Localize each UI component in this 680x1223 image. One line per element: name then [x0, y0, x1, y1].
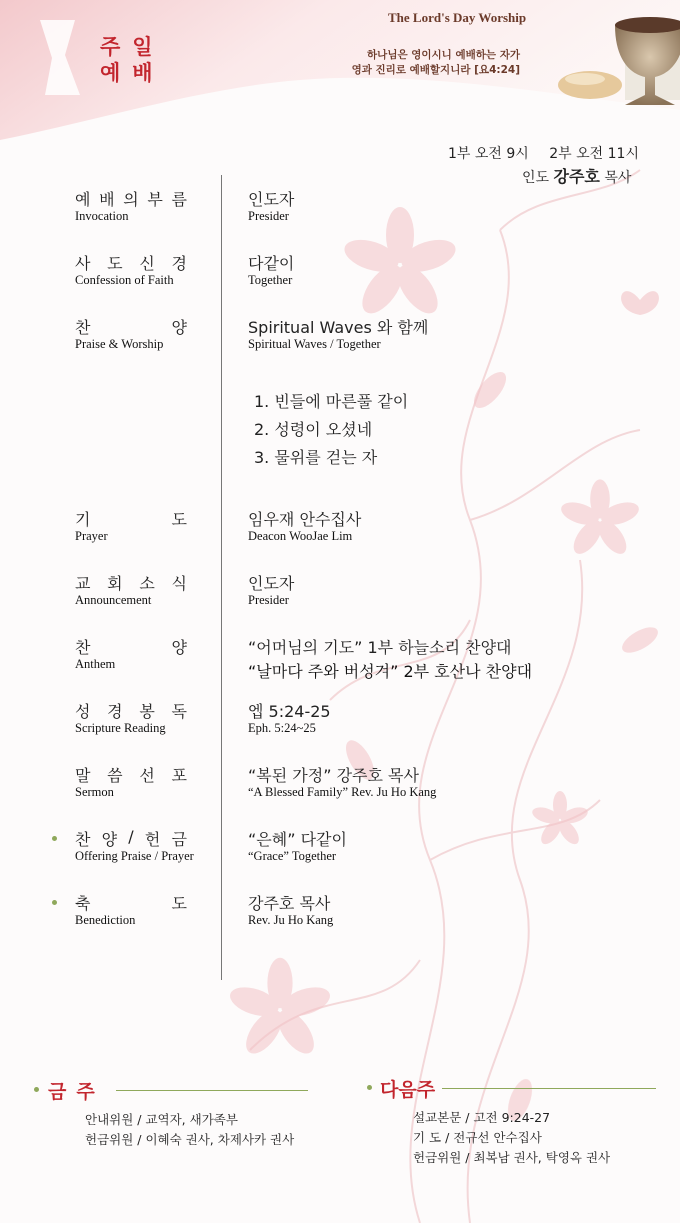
order-label-korean [75, 827, 187, 850]
order-content: 인도자 [248, 190, 295, 209]
order-label-char: 봉 [139, 702, 155, 721]
order-label-char: 도 [171, 894, 187, 913]
order-content-english: “A Blessed Family” Rev. Ju Ho Kang [248, 785, 437, 799]
order-label-korean [75, 699, 187, 722]
order-label-char: 찬 [75, 638, 91, 657]
order-label-char: 기 [75, 510, 91, 529]
order-label-char: 씀 [107, 766, 123, 785]
order-label-char: 예 [75, 190, 91, 209]
order-content: 엡 5:24-25 [248, 702, 331, 721]
order-label-char: 신 [139, 254, 155, 273]
next-week-bullet [367, 1085, 372, 1090]
order-label-char: 의 [123, 190, 139, 209]
page-title: 주일 예배 [100, 35, 165, 85]
order-label-korean [75, 571, 187, 594]
order-label-english: Scripture Reading [75, 721, 166, 735]
this-week-bullet [34, 1087, 39, 1092]
order-label-english: Benediction [75, 913, 136, 927]
order-content: 다같이 [248, 254, 295, 273]
order-label-english: Announcement [75, 593, 152, 607]
order-content-english: Presider [248, 593, 289, 607]
order-label-char: 찬 [75, 318, 91, 337]
order-label-char: 축 [75, 894, 91, 913]
order-row [0, 635, 680, 695]
service-times: 1부 오전 9시 2부 오전 11시 [448, 146, 639, 162]
order-label-char: 교 [75, 574, 91, 593]
order-content: “복된 가정” 강주호 목사 [248, 766, 419, 785]
order-label-english: Offering Praise / Prayer [75, 849, 194, 863]
english-title: The Lord's Day Worship [388, 10, 527, 25]
order-label-korean [75, 507, 187, 530]
order-content-english: Spiritual Waves / Together [248, 337, 381, 351]
order-row [0, 827, 680, 887]
order-content-english: Presider [248, 209, 289, 223]
order-label-korean [75, 187, 187, 210]
order-label-char: 양 [171, 318, 187, 337]
order-label-english: Anthem [75, 657, 116, 671]
hymn-item: 3. 물위를 걷는 자 [254, 448, 378, 467]
next-week-title: 다음주 [380, 1079, 436, 1101]
order-label-char: 사 [75, 254, 91, 273]
order-row [0, 891, 680, 951]
order-label-english: Prayer [75, 529, 108, 543]
order-label-char: 선 [139, 766, 155, 785]
scripture-verse: 하나님은 영이시니 예배하는 자가 영과 진리로 예배할지니라 [요4:24] [351, 49, 520, 76]
order-label-char: 경 [107, 702, 123, 721]
order-label-english: Sermon [75, 785, 114, 799]
order-label-english: Confession of Faith [75, 273, 174, 287]
order-label-char: 성 [75, 702, 91, 721]
order-content-english: “Grace” Together [248, 849, 337, 863]
order-label-korean [75, 635, 187, 658]
order-label-char: 경 [171, 254, 187, 273]
order-row [0, 315, 680, 375]
order-label-char: 헌 [144, 830, 161, 849]
order-label-char: 도 [171, 510, 187, 529]
hymn-list [254, 388, 408, 472]
order-content: “은혜” 다같이 [248, 830, 347, 849]
order-row [0, 699, 680, 759]
order-content: 인도자 [248, 574, 295, 593]
bullet-dot [52, 836, 57, 841]
order-label-korean [75, 315, 187, 338]
order-row [0, 571, 680, 631]
bullet-dot [52, 900, 57, 905]
order-row [0, 251, 680, 311]
order-label-korean [75, 251, 187, 274]
column-divider [221, 175, 222, 980]
order-content: 강주호 목사 [248, 894, 331, 913]
order-label-char: 찬 [75, 830, 91, 849]
order-label-char: 식 [171, 574, 187, 593]
order-row [0, 763, 680, 823]
this-week-rule [116, 1090, 308, 1091]
order-label-char: 회 [107, 574, 123, 593]
order-content-english: Rev. Ju Ho Kang [248, 913, 334, 927]
order-label-char: 포 [171, 766, 187, 785]
order-label-char: 도 [107, 254, 123, 273]
order-label-char: 소 [139, 574, 155, 593]
this-week-details: 안내위원 / 교역자, 새가족부 헌금위원 / 이혜숙 권사, 차제사카 권사 [85, 1112, 295, 1147]
order-row [0, 187, 680, 247]
order-content-english: Together [248, 273, 293, 287]
order-content: 임우재 안수집사 [248, 510, 362, 529]
order-label-english: Invocation [75, 209, 129, 223]
order-label-korean [75, 891, 187, 914]
order-label-char: 금 [171, 830, 187, 849]
order-label-char: 양 [171, 638, 187, 657]
order-label-korean [75, 763, 187, 786]
order-content-english: “날마다 주와 버성겨” 2부 호산나 찬양대 [248, 662, 533, 681]
order-content: Spiritual Waves 와 함께 [248, 318, 429, 337]
order-label-char: 름 [171, 190, 187, 209]
order-label-english: Praise & Worship [75, 337, 164, 351]
hymn-item: 1. 빈들에 마른풀 같이 [254, 392, 409, 411]
order-content-english: Deacon WooJae Lim [248, 529, 353, 543]
order-label-char: 독 [171, 702, 187, 721]
hymn-item: 2. 성령이 오셨네 [254, 420, 373, 439]
next-week-rule [442, 1088, 656, 1089]
next-week-details: 설교본문 / 고전 9:24-27 기 도 / 전규선 안수집사 헌금위원 / 최복남 권사, 탁영옥 권사 [413, 1110, 611, 1165]
order-label-char: 양 [101, 830, 118, 849]
order-label-char: 말 [75, 766, 91, 785]
order-row [0, 507, 680, 567]
this-week-title: 금주 [48, 1081, 105, 1103]
order-content-english: Eph. 5:24~25 [248, 721, 316, 735]
service-leader: 인도 강주호 목사 [522, 167, 632, 186]
order-label-char: 부 [147, 190, 163, 209]
order-label-char: / [128, 827, 134, 846]
order-label-char: 배 [99, 190, 115, 209]
order-content: “어머님의 기도” 1부 하늘소리 찬양대 [248, 638, 512, 657]
